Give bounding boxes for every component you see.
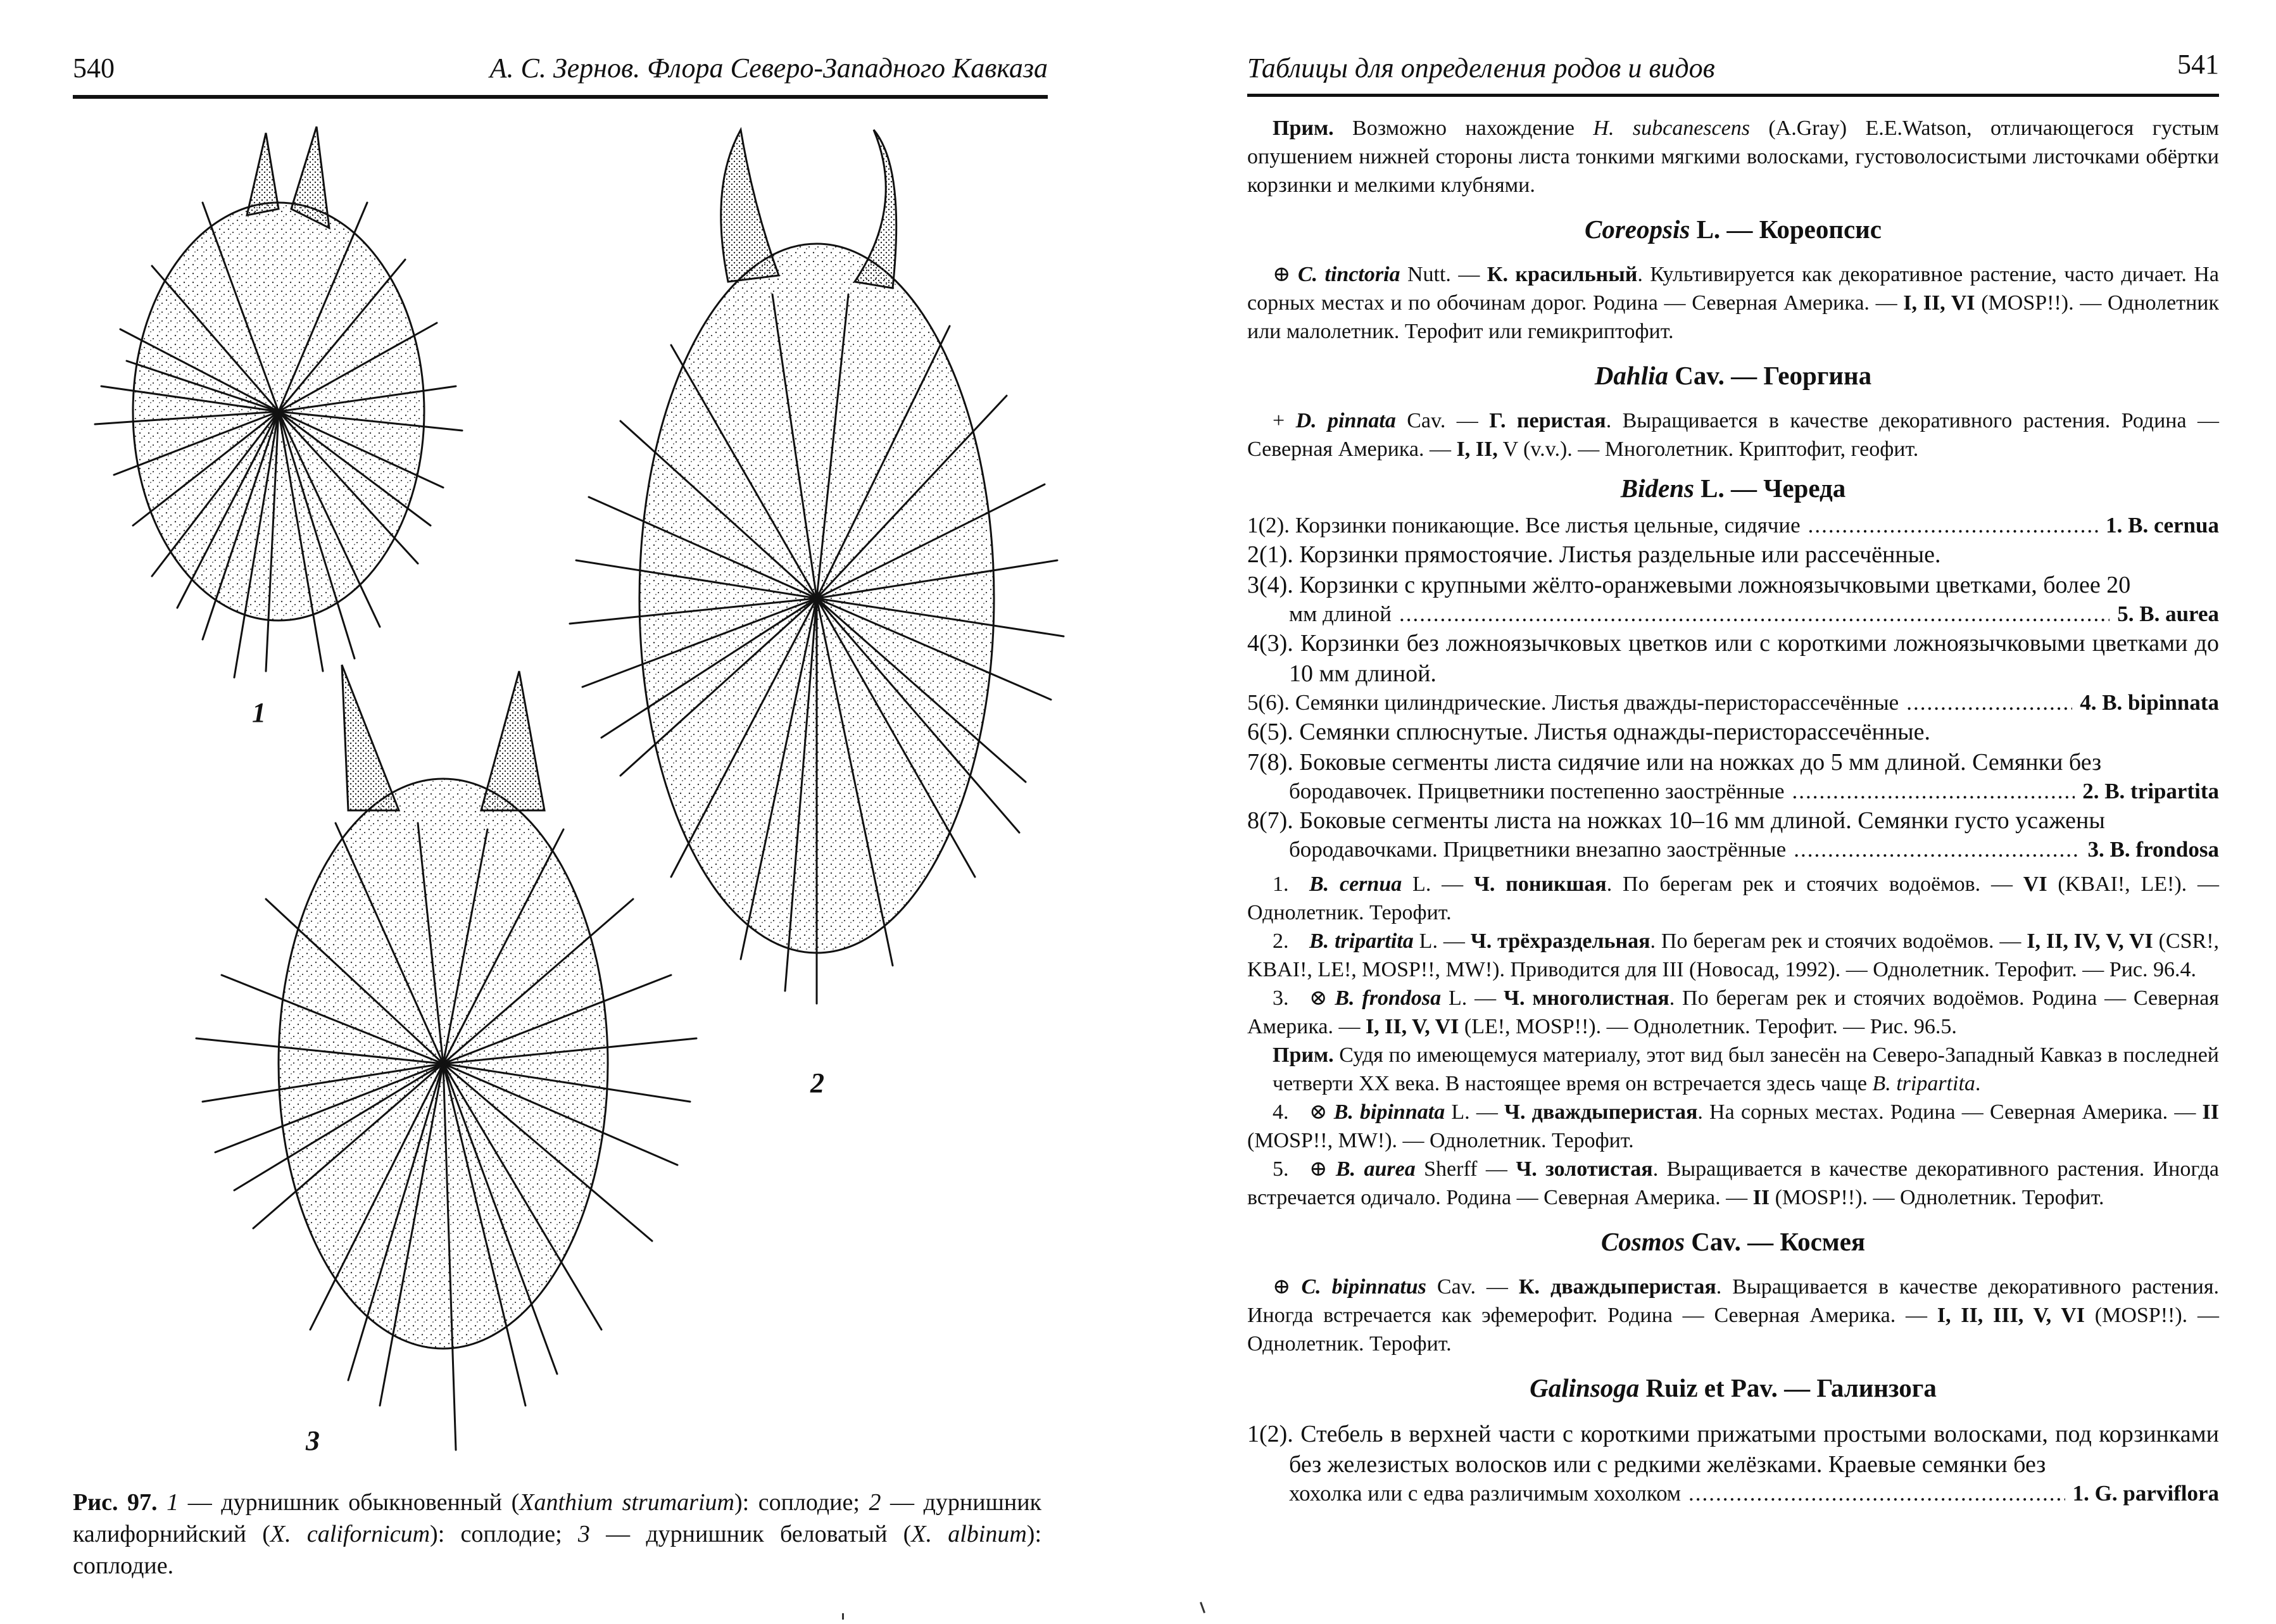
page-body [1247, 114, 2219, 1508]
key-couplet: 6(5). Семянки сплюснутые. Листья однажды-перисторассечённые. [1247, 719, 1931, 745]
page-number: 541 [2177, 49, 2219, 80]
header-rule [73, 95, 1048, 99]
species-entry: 2. B. tripartita L. — Ч. трёхраздельная. По берегам рек и стоячих водоёмов. — I, II, IV, V, VI (CSR!, KBAI!, LE!, MOSP!!, MW!). Приводится для III (Новосад, 1992). — Однолетник. Терофит. — Рис. 96.4. [1247, 929, 2220, 981]
note-paragraph: Прим. Судя по имеющемуся материалу, этот вид был занесён на Северо-Западный Кавказ в последней четверти XX века. В настоящее время он встречается здесь чаще B. tripartita. [1273, 1043, 2219, 1095]
species-entry: 4. ⊗ B. bipinnata L. — Ч. дваждыперистая. На сорных местах. Родина — Северная Америка. — II (MOSP!!, MW!). — Однолетник. Терофит. [1247, 1100, 2219, 1152]
illustration-xanthium-strumarium [76, 120, 481, 690]
adventive-symbol-icon: ⊗ [1309, 986, 1328, 1010]
right-page [1140, 0, 2276, 1624]
cultivated-symbol-icon: ⊕ [1273, 1275, 1291, 1299]
genus-heading-dahlia: Dahlia Cav. — Георгина [1594, 361, 1872, 390]
cultivated-symbol-icon: ⊕ [1273, 263, 1291, 286]
plus-symbol-icon: + [1273, 409, 1285, 432]
page-number: 540 [73, 53, 115, 84]
species-entry: + D. pinnata Cav. — Г. перистая. Выращивается в качестве декоративного растения. Родина — Северная Америка. — I, II, V (v.v.). — Многолетник. Криптофит, геофит. [1247, 409, 2220, 461]
species-entry: 1. B. cernua L. — Ч. поникшая. По берегам рек и стоячих водоёмов. — VI (KBAI!, LE!). — Однолетник. Терофит. [1247, 872, 2219, 924]
key-couplet: 2(1). Корзинки прямостоячие. Листья раздельные или рассечённые. [1247, 541, 1941, 568]
key-couplet-continuation: бородавочками. Прицветники внезапно заострённые ..... 3. B. frondosa [1247, 836, 2219, 864]
key-couplet-continuation: хохолка или с едва различимым хохолком ..... 1. G. parviflora [1247, 1480, 2219, 1508]
key-couplet-continuation: мм длиной ..... 5. B. aurea [1247, 600, 2219, 628]
species-entry: ⊕ C. tinctoria Nutt. — К. красильный. Культивируется как декоративное растение, часто дичает. На сорных местах и по обочинам дорог. Родина — Северная Америка. — I, II, VI (MOSP!!). — Однолетник или малолетник. Терофит или гемикриптофит. [1247, 263, 2219, 343]
figure-label-2: 2 [810, 1067, 824, 1098]
key-couplet: 3(4). Корзинки с крупными жёлто-оранжевыми ложноязычковыми цветками, более 20 [1247, 572, 2131, 598]
key-couplet: 1(2). Стебель в верхней части с короткими прижатыми простыми волосками, под корзинками без железистых волосков или с редкими желёзками. Краевые семянки без [1247, 1421, 2220, 1478]
key-couplet: 4(3). Корзинки без ложноязычковых цветков или с короткими ложноязычковыми цветками до 10 мм длиной. [1247, 630, 2219, 687]
genus-heading-cosmos: Cosmos Cav. — Космея [1600, 1227, 1866, 1256]
genus-heading-bidens: Bidens L. — Череда [1620, 474, 1846, 503]
cultivated-symbol-icon: ⊕ [1309, 1157, 1328, 1181]
genus-heading-galinsoga: Galinsoga Ruiz et Pav. — Галинзога [1530, 1373, 1937, 1402]
key-couplet: 8(7). Боковые сегменты листа на ножках 10–16 мм длиной. Семянки густо усажены [1247, 807, 2105, 834]
species-entry: ⊕ C. bipinnatus Cav. — К. дваждыперистая. Выращивается в качестве декоративного растения. Иногда встречается как эфемерофит. Родина — Северная Америка. — I, II, III, V, VI (MOSP!!). — Однолетник. Терофит. [1247, 1275, 2220, 1356]
identification-key-bidens [1247, 512, 2219, 864]
figure-caption: Рис. 97. 1 — дурнишник обыкновенный (Xanthium strumarium): соплодие; 2 — дурнишник калифорнийский (X. californicum): соплодие; 3 — дурнишник беловатый (X. albinum): соплодие. [73, 1489, 1042, 1579]
genus-heading-coreopsis: Coreopsis L. — Кореопсис [1585, 215, 1882, 244]
scan-artifact [842, 1613, 844, 1620]
header-rule [1247, 94, 2219, 97]
running-title: А. С. Зернов. Флора Северо-Западного Кавказа [489, 53, 1048, 84]
adventive-symbol-icon: ⊗ [1309, 1100, 1328, 1124]
key-couplet: 1(2). Корзинки поникающие. Все листья цельные, сидячие ..... 1. B. cernua [1247, 512, 2219, 539]
figure-label-1: 1 [252, 697, 266, 728]
species-entry: 5. ⊕ B. aurea Sherff — Ч. золотистая. Выращивается в качестве декоративного растения. Иногда встречается одичало. Родина — Северная Америка. — II (MOSP!!). — Однолетник. Терофит. [1247, 1157, 2219, 1209]
key-couplet: 7(8). Боковые сегменты листа сидячие или на ножках до 5 мм длиной. Семянки без [1247, 749, 2102, 776]
species-entry: 3. ⊗ B. frondosa L. — Ч. многолистная. По берегам рек и стоячих водоёмов. Родина — Северная Америка. — I, II, V, VI (LE!, MOSP!!). — Однолетник. Терофит. — Рис. 96.5. [1247, 986, 2219, 1038]
running-title: Таблицы для определения родов и видов [1247, 53, 1715, 84]
illustration-xanthium-albinum [190, 658, 709, 1469]
key-couplet: 5(6). Семянки цилиндрические. Листья дважды-перисторассечённые ..... 4. B. bipinnata [1247, 689, 2219, 717]
note-paragraph: Прим. Возможно нахождение H. subcanescens (A.Gray) E.E.Watson, отличающегося густым опушением нижней стороны листа тонкими мягкими волосками, густоволосистыми листочками обёртки корзинки и мелкими клубнями. [1247, 116, 2219, 197]
left-page [0, 0, 1127, 1624]
figure-label-3: 3 [306, 1425, 320, 1456]
key-couplet-continuation: бородавочек. Прицветники постепенно заострённые ..... 2. B. tripartita [1247, 777, 2219, 805]
